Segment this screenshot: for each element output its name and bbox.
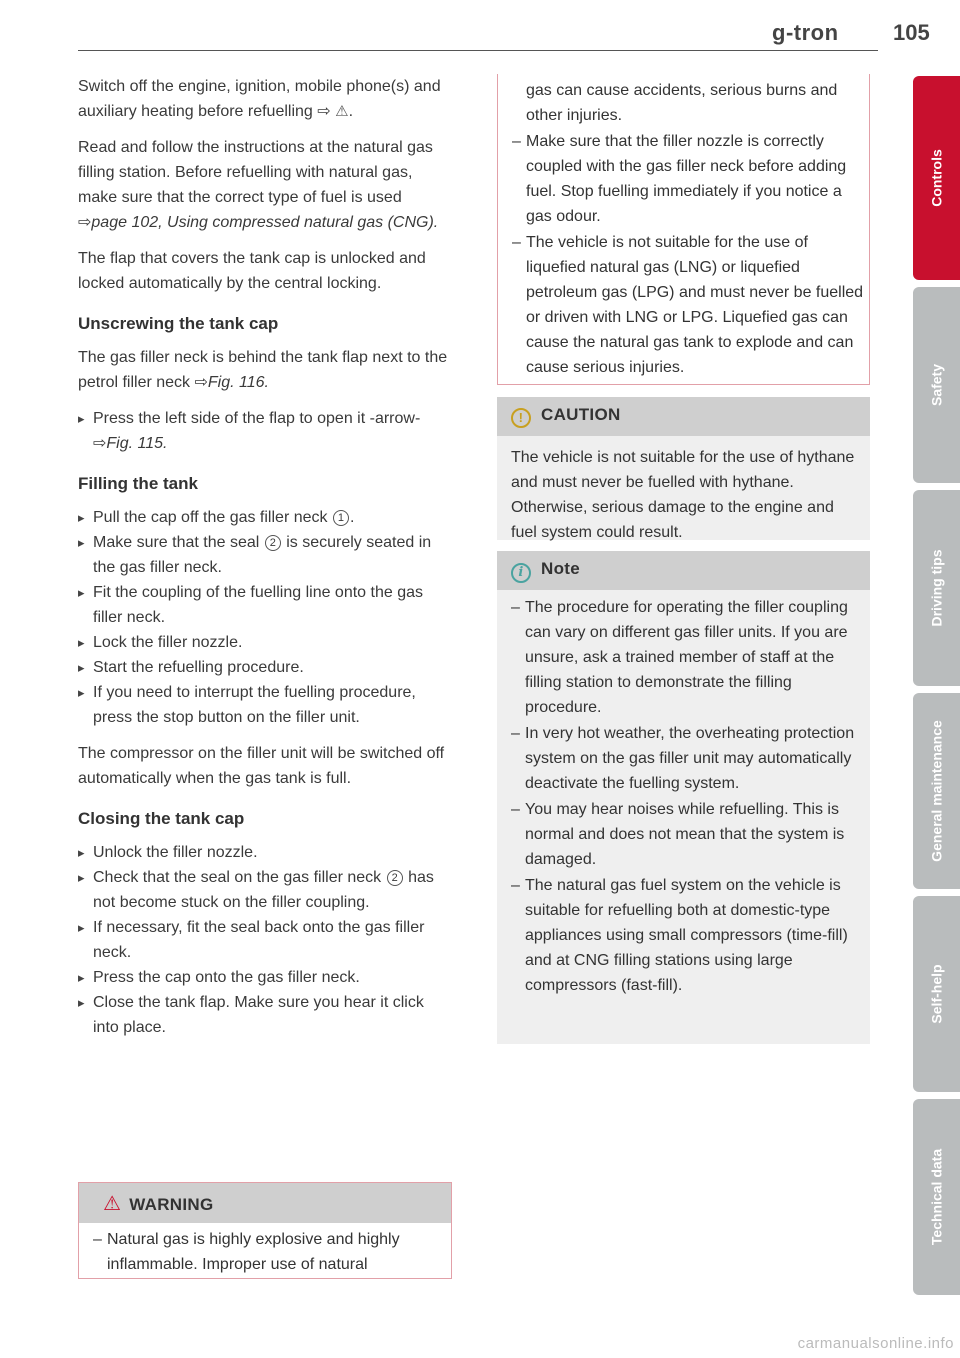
intro-paragraph: Switch off the engine, ignition, mobile phone(s) and auxiliary heating before refuelling ⇨ ⚠. — [78, 78, 441, 120]
list-item: ▸ Fit the coupling of the fuelling line onto the gas filler neck. — [78, 580, 452, 630]
list-item: ▸ Make sure that the seal 2 is securely seated in the gas filler neck. — [78, 530, 452, 580]
left-column — [78, 74, 452, 1051]
page-number: 105 — [893, 20, 930, 45]
list-item: – Natural gas is highly explosive and highly inflammable. Improper use of natural — [79, 1227, 451, 1277]
caution-body: The vehicle is not suitable for the use of hythane and must never be fuelled with hythane. Otherwise, serious damage to the engine and fuel system could result. — [511, 449, 855, 541]
heading-closing: Closing the tank cap — [78, 809, 245, 828]
closing-steps — [78, 840, 452, 1040]
tab-self-help[interactable]: Self-help — [913, 896, 960, 1092]
footer-watermark: carmanualsonline.info — [797, 1335, 954, 1352]
caution-header: ! CAUTION — [497, 397, 870, 436]
cross-ref-arrow[interactable]: ⇨ — [78, 214, 92, 231]
list-item: ▸ Press the cap onto the gas filler neck. — [78, 965, 452, 990]
list-item-continued: gas can cause accidents, serious burns and other injuries. — [526, 82, 838, 124]
cross-ref-link[interactable]: page 102, Using compressed natural gas (CNG). — [91, 214, 439, 231]
cross-ref-arrow[interactable]: ⇨ — [93, 435, 107, 452]
warning-triangle-icon[interactable]: ⚠ — [335, 103, 349, 120]
tab-controls[interactable]: Controls — [913, 76, 960, 280]
figure-link[interactable]: Fig. 115. — [106, 435, 168, 452]
cross-ref-arrow[interactable]: ⇨ — [317, 103, 331, 120]
caution-box — [497, 397, 870, 540]
heading-filling: Filling the tank — [78, 474, 198, 493]
warning-box-continued — [497, 74, 870, 385]
list-item: – Make sure that the filler nozzle is correctly coupled with the gas filler neck before adding fuel. Stop fuelling immediately if you notice a gas odour. — [498, 129, 869, 229]
header-rule — [78, 50, 878, 51]
info-icon: i — [511, 563, 531, 583]
list-item: – You may hear noises while refuelling. This is normal and does not mean that the system is damaged. — [497, 797, 870, 872]
callout-number: 2 — [265, 535, 281, 551]
list-item: ▸ Close the tank flap. Make sure you hear it click into place. — [78, 990, 452, 1040]
warning-triangle-icon: ⚠ — [103, 1193, 122, 1215]
tab-general-maintenance[interactable]: General maintenance — [913, 693, 960, 889]
list-item: ▸ Start the refuelling procedure. — [78, 655, 452, 680]
note-header: i Note — [497, 551, 870, 590]
warning-body — [79, 1223, 451, 1277]
filling-steps — [78, 505, 452, 730]
tab-driving-tips[interactable]: Driving tips — [913, 490, 960, 686]
figure-link[interactable]: Fig. 116. — [207, 374, 269, 391]
filler-neck-paragraph: The gas filler neck is behind the tank flap next to the petrol filler neck ⇨Fig. 116. — [78, 349, 448, 391]
running-header-section: g-tron — [772, 20, 839, 45]
flap-paragraph: The flap that covers the tank cap is unlocked and locked automatically by the central locking. — [78, 250, 426, 292]
instructions-paragraph: Read and follow the instructions at the natural gas filling station. Before refuelling with natural gas, make sure that the correct type of fuel is used ⇨page 102, Using compressed natural gas (CNG). — [78, 139, 439, 231]
heading-unscrewing: Unscrewing the tank cap — [78, 314, 279, 333]
unscrew-steps — [78, 406, 452, 456]
list-item: ▸ Press the left side of the flap to open it -arrow- ⇨Fig. 115. — [78, 406, 452, 456]
list-item: – The procedure for operating the filler coupling can vary on different gas filler units. If you are unsure, ask a trained member of staff at the filling station to demonstrate the filling procedure. — [497, 595, 870, 720]
list-item: ▸ If necessary, fit the seal back onto the gas filler neck. — [78, 915, 452, 965]
tab-safety[interactable]: Safety — [913, 287, 960, 483]
list-item: ▸ Pull the cap off the gas filler neck 1 . — [78, 505, 452, 530]
list-item: ▸ Unlock the filler nozzle. — [78, 840, 452, 865]
warning-header: ⚠ WARNING — [79, 1183, 451, 1223]
list-item: ▸ Check that the seal on the gas filler neck 2 has not become stuck on the filler coupling. — [78, 865, 452, 915]
note-body — [497, 590, 870, 998]
callout-number: 1 — [333, 510, 349, 526]
list-item: – The vehicle is not suitable for the use of liquefied natural gas (LNG) or liquefied petroleum gas (LPG) and must never be fuelled or driven with LNG or LPG. Liquefied gas can cause the natural gas tank to explode and can cause serious injuries. — [498, 230, 869, 380]
list-item: ▸ If you need to interrupt the fuelling procedure, press the stop button on the filler unit. — [78, 680, 452, 730]
note-box — [497, 551, 870, 1044]
caution-icon: ! — [511, 408, 531, 428]
cross-ref-arrow[interactable]: ⇨ — [194, 374, 208, 391]
list-item: – In very hot weather, the overheating protection system on the gas filler unit may automatically deactivate the fuelling system. — [497, 721, 870, 796]
compressor-paragraph: The compressor on the filler unit will be switched off automatically when the gas tank is full. — [78, 745, 445, 787]
tab-technical-data[interactable]: Technical data — [913, 1099, 960, 1295]
callout-number: 2 — [387, 870, 403, 886]
warning-box — [78, 1182, 452, 1279]
list-item: ▸ Lock the filler nozzle. — [78, 630, 452, 655]
list-item: – The natural gas fuel system on the vehicle is suitable for refuelling both at domestic-type appliances using small compressors (time-fill) and at CNG filling stations using large compressors (fast-fill). — [497, 873, 870, 998]
